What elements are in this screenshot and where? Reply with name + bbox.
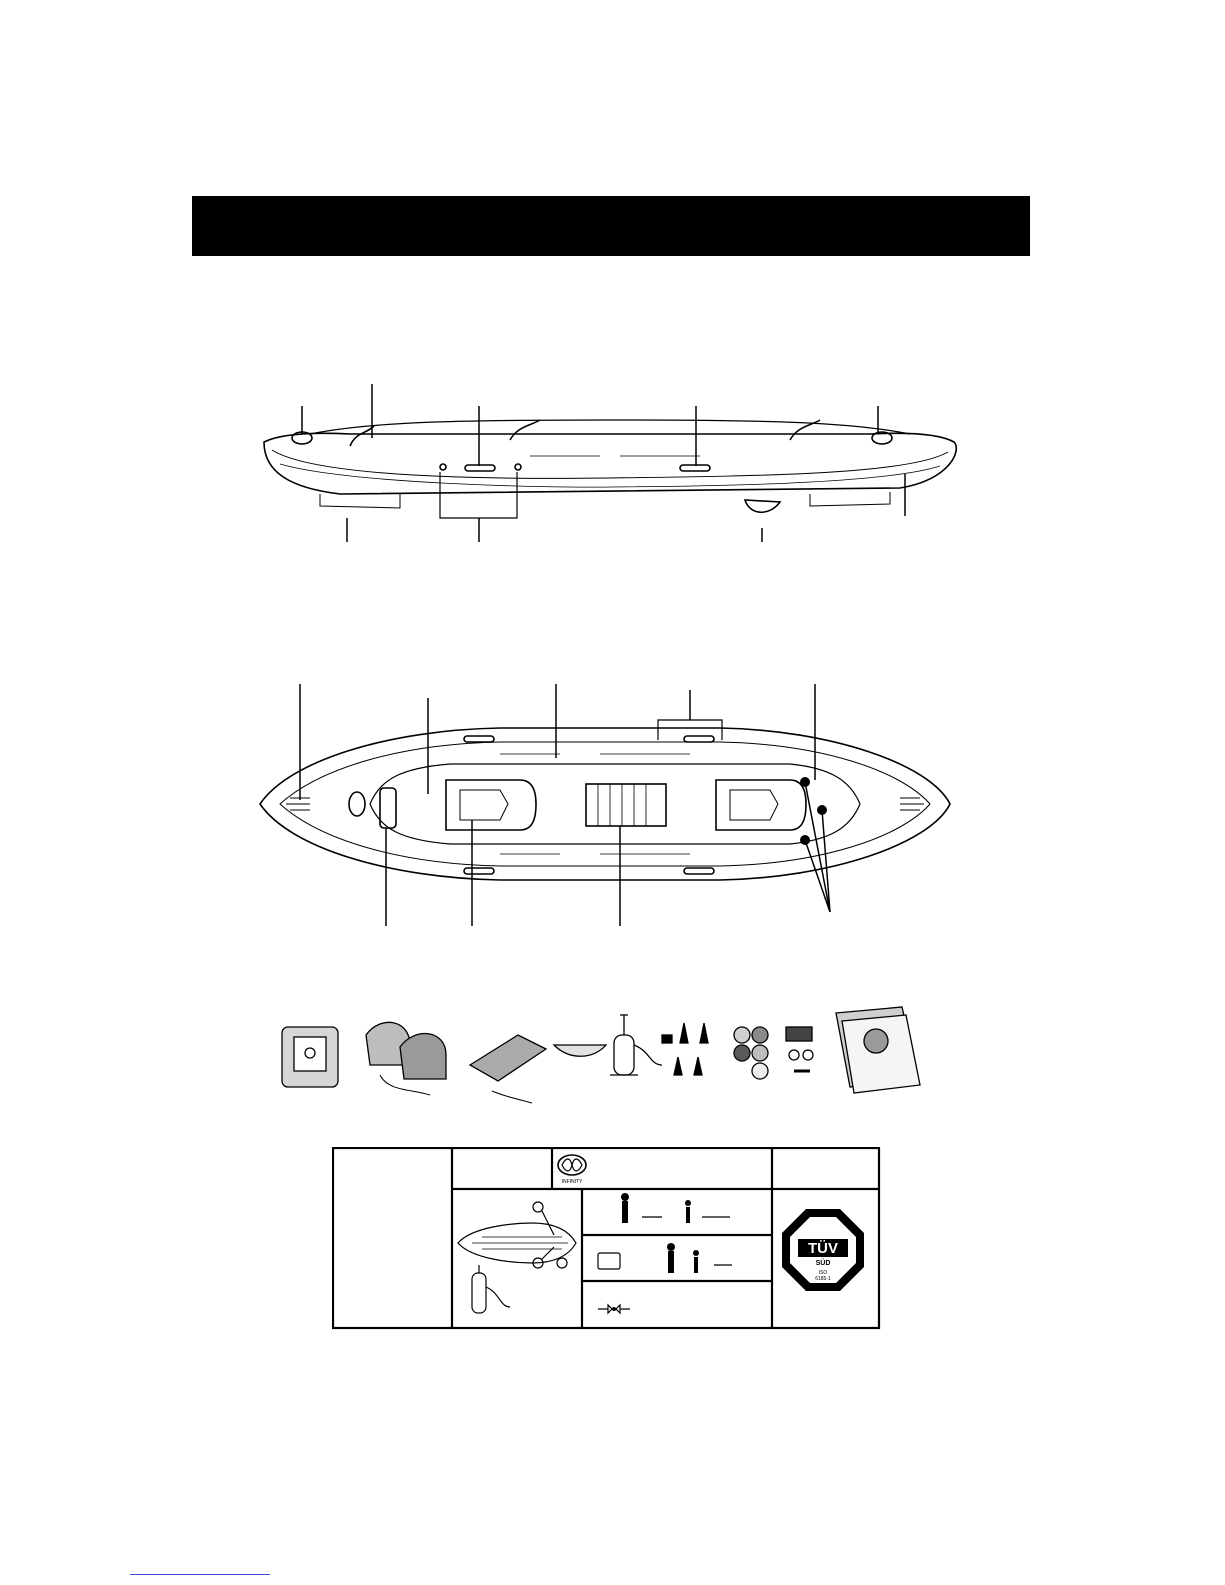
kayak-top-view [250,680,960,940]
svg-text:6185-1: 6185-1 [815,1276,831,1282]
manual-icon [836,1007,920,1093]
hand-pump-icon [610,1015,662,1075]
fin-icon [554,1045,606,1056]
repair-kit-icon [734,1027,813,1079]
brand-logo [558,1155,586,1185]
header-bar [192,196,1030,256]
tuv-certification-badge [782,1209,864,1291]
valve-adapters-icon [662,1023,708,1075]
accessories-row [270,1005,950,1105]
seats-icon [366,1022,446,1095]
spec-table [332,1147,882,1333]
kayak-side-view [250,376,970,546]
floor-cushion-icon [470,1035,546,1103]
svg-text:TÜV: TÜV [808,1240,838,1257]
svg-text:INFINITY: INFINITY [561,1179,583,1185]
svg-text:ISO: ISO [818,1270,828,1276]
footer-rule [130,1574,270,1575]
carry-bag-icon [282,1027,338,1087]
svg-text:SÜD: SÜD [815,1260,831,1267]
